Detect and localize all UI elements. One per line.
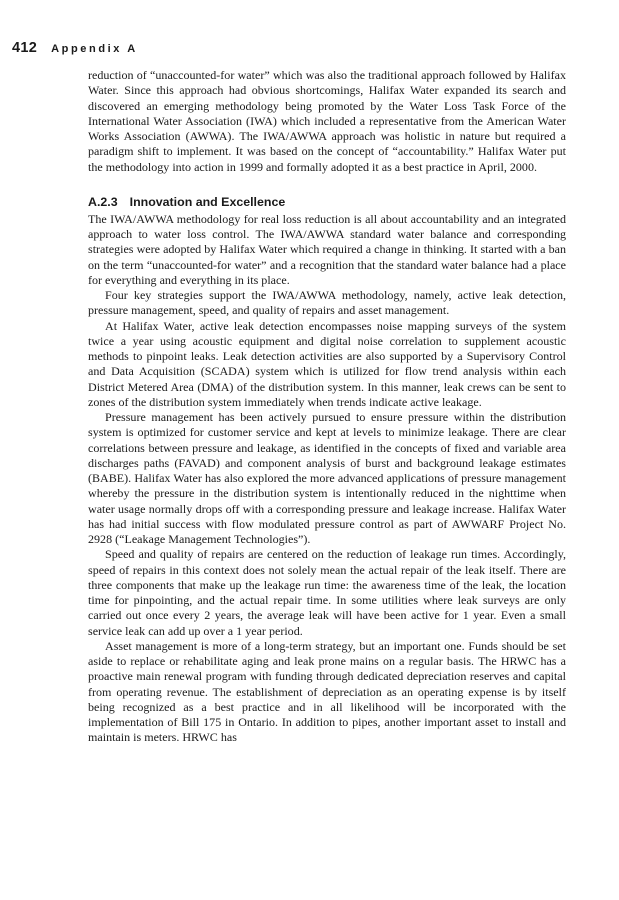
paragraph: Pressure management has been actively pursued to ensure pressure within the distribution system is optimized for customer service and kept at levels to minimize leakage. There are clear correlations between pressure and leakage, as identified in the concepts of fixed and variable area discharges paths (FAVAD) and component analysis of burst and background leakage estimates (BABE). Halifax Water has also explored the more advanced applications of pressure management whereby the pressure in the distribution system is intentionally reduced in the nighttime when water usage normally drops off with a corresponding pressure and leakage increase. Halifax Water has had initial success with flow modulated pressure control as part of AWWARF Project No. 2928 (“Leakage Management Technologies”). <box>88 410 566 546</box>
body-text-column <box>88 68 566 746</box>
paragraph-continued: reduction of “unaccounted-for water” which was also the traditional approach followed by Halifax Water. Since this approach had obvious shortcomings, Halifax Water expanded its search and discovered an emerging methodology being promoted by the Water Loss Task Force of the International Water Association (IWA) which included a representative from the American Water Works Association (AWWA). The IWA/AWWA approach was holistic in nature but required a paradigm shift to implement. It was based on the concept of “accountability.” Halifax Water put the methodology into action in 1999 and formally adopted it as a best practice in April, 2000. <box>88 68 566 174</box>
paragraph: Asset management is more of a long-term strategy, but an important one. Funds should be set aside to replace or rehabilitate aging and leak prone mains on a regular basis. The HRWC has a proactive main renewal program with funding through dedicated depreciation reserves and capital from operating revenue. The establishment of depreciation as an operating expense is by itself being recognized as a best practice and in all likelihood will be incorporated with the implementation of Bill 175 in Ontario. In addition to pipes, another important asset to install and maintain is meters. HRWC has <box>88 638 566 745</box>
paragraph: Speed and quality of repairs are centered on the reduction of leakage run times. Accordingly, speed of repairs in this context does not solely mean the actual repair of the leak itself. There are three components that make up the leakage run time: the awareness time of the leak, the location time for pinpointing, and the actual repair time. In some utilities where leak surveys are only carried out once every 2 years, the average leak will have been active for 1 year. Even a small service leak can add up over a 1 year period. <box>88 547 566 638</box>
section-number: A.2.3 <box>88 194 118 209</box>
section-title: Innovation and Excellence <box>129 194 286 209</box>
page-number: 412 <box>12 40 38 56</box>
running-head <box>12 40 138 56</box>
paragraph: The IWA/AWWA methodology for real loss reduction is all about accountability and an integrated approach to water loss control. The IWA/AWWA standard water balance and corresponding strategies were adopted by Halifax Water which required a change in thinking. It started with a ban on the term “unaccounted-for water” and a recognition that the standard water balance had a place for everything and everything in its place. <box>88 211 566 287</box>
section-heading <box>88 195 566 210</box>
paragraph: At Halifax Water, active leak detection encompasses noise mapping surveys of the system twice a year using acoustic equipment and digital noise correlation to supplement acoustic methods to pinpoint leaks. Leak detection activities are also supported by a Supervisory Control and Data Acquisition (SCADA) system which is utilized for flow trend analysis within each District Metered Area (DMA) of the distribution system. In this manner, leak crews can be sent to zones of the distribution system immediately when trends indicate active leakage. <box>88 318 566 409</box>
paragraph: Four key strategies support the IWA/AWWA methodology, namely, active leak detection, pressure management, speed, and quality of repairs and asset management. <box>88 288 566 318</box>
running-head-title: Appendix A <box>51 43 138 55</box>
